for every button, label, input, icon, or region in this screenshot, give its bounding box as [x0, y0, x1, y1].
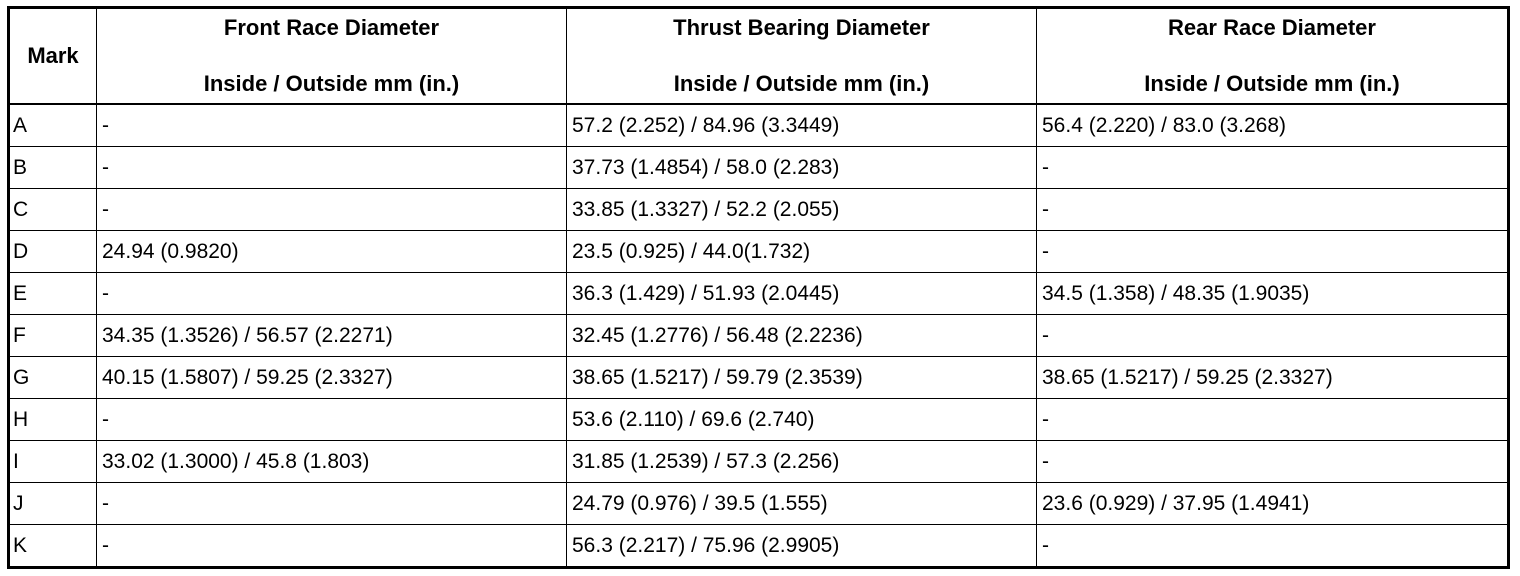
mark-cell: C [9, 189, 97, 231]
mark-cell: B [9, 147, 97, 189]
rear-race-cell: - [1037, 399, 1509, 441]
table-row [9, 273, 1509, 315]
front-race-cell: 40.15 (1.5807) / 59.25 (2.3327) [97, 357, 567, 399]
rear-race-cell: 56.4 (2.220) / 83.0 (3.268) [1037, 104, 1509, 147]
mark-cell: I [9, 441, 97, 483]
front-race-cell: 34.35 (1.3526) / 56.57 (2.2271) [97, 315, 567, 357]
mark-cell: G [9, 357, 97, 399]
header-front-race-title: Front Race Diameter [223, 15, 440, 40]
table-row [9, 104, 1509, 147]
front-race-cell: - [97, 273, 567, 315]
table-row [9, 441, 1509, 483]
rear-race-cell: 23.6 (0.929) / 37.95 (1.4941) [1037, 483, 1509, 525]
table-row [9, 525, 1509, 568]
thrust-bearing-cell: 24.79 (0.976) / 39.5 (1.555) [567, 483, 1037, 525]
thrust-bearing-cell: 31.85 (1.2539) / 57.3 (2.256) [567, 441, 1037, 483]
header-rear-race [1037, 8, 1509, 105]
rear-race-cell: - [1037, 315, 1509, 357]
thrust-bearing-cell: 37.73 (1.4854) / 58.0 (2.283) [567, 147, 1037, 189]
mark-cell: K [9, 525, 97, 568]
mark-cell: H [9, 399, 97, 441]
front-race-cell: - [97, 483, 567, 525]
mark-cell: F [9, 315, 97, 357]
rear-race-cell: - [1037, 147, 1509, 189]
header-row [9, 8, 1509, 105]
mark-cell: A [9, 104, 97, 147]
rear-race-cell: 34.5 (1.358) / 48.35 (1.9035) [1037, 273, 1509, 315]
rear-race-cell: - [1037, 525, 1509, 568]
header-thrust-bearing-subtitle: Inside / Outside mm (in.) [673, 71, 930, 96]
thrust-bearing-cell: 57.2 (2.252) / 84.96 (3.3449) [567, 104, 1037, 147]
thrust-bearing-cell: 33.85 (1.3327) / 52.2 (2.055) [567, 189, 1037, 231]
header-thrust-bearing-title: Thrust Bearing Diameter [673, 15, 930, 40]
table-header [9, 8, 1509, 105]
table-row [9, 315, 1509, 357]
thrust-bearing-cell: 32.45 (1.2776) / 56.48 (2.2236) [567, 315, 1037, 357]
header-mark: Mark [9, 8, 97, 105]
thrust-bearing-cell: 56.3 (2.217) / 75.96 (2.9905) [567, 525, 1037, 568]
rear-race-cell: - [1037, 189, 1509, 231]
thrust-bearing-cell: 38.65 (1.5217) / 59.79 (2.3539) [567, 357, 1037, 399]
rear-race-cell: - [1037, 231, 1509, 273]
table-row [9, 231, 1509, 273]
front-race-cell: - [97, 399, 567, 441]
header-front-race [97, 8, 567, 105]
mark-cell: D [9, 231, 97, 273]
thrust-bearing-cell: 23.5 (0.925) / 44.0(1.732) [567, 231, 1037, 273]
table-row [9, 357, 1509, 399]
header-rear-race-title: Rear Race Diameter [1168, 15, 1376, 40]
front-race-cell: - [97, 525, 567, 568]
front-race-cell: - [97, 147, 567, 189]
thrust-bearing-cell: 36.3 (1.429) / 51.93 (2.0445) [567, 273, 1037, 315]
header-thrust-bearing [567, 8, 1037, 105]
mark-cell: J [9, 483, 97, 525]
rear-race-cell: 38.65 (1.5217) / 59.25 (2.3327) [1037, 357, 1509, 399]
front-race-cell: 24.94 (0.9820) [97, 231, 567, 273]
table-row [9, 189, 1509, 231]
bearing-race-spec-table [7, 6, 1510, 569]
front-race-cell: 33.02 (1.3000) / 45.8 (1.803) [97, 441, 567, 483]
front-race-cell: - [97, 189, 567, 231]
table-row [9, 399, 1509, 441]
front-race-cell: - [97, 104, 567, 147]
header-rear-race-subtitle: Inside / Outside mm (in.) [1144, 71, 1400, 96]
table-body [9, 104, 1509, 568]
rear-race-cell: - [1037, 441, 1509, 483]
table-row [9, 147, 1509, 189]
mark-cell: E [9, 273, 97, 315]
header-front-race-subtitle: Inside / Outside mm (in.) [203, 71, 460, 96]
table-row [9, 483, 1509, 525]
thrust-bearing-cell: 53.6 (2.110) / 69.6 (2.740) [567, 399, 1037, 441]
